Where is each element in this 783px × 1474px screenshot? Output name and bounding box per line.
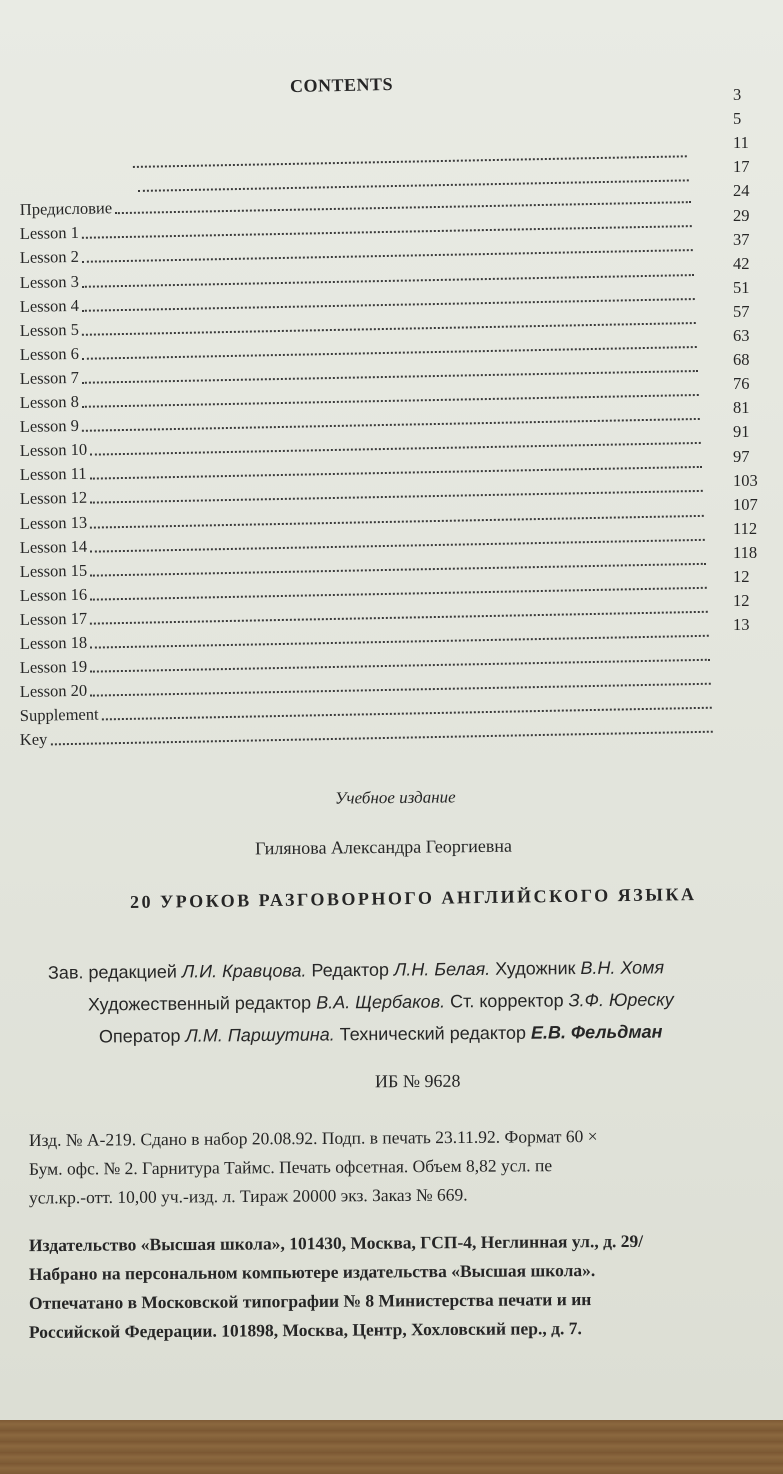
print-details-line: Бум. офс. № 2. Гарнитура Таймс. Печать офсетная. Объем 8,82 усл. пе [28,1155,553,1179]
toc-entry-page: 103 [733,470,758,490]
toc-entry-label: Lesson 4 [19,295,80,316]
publisher-line: Набрано на персональном компьютере издательства «Высшая школа». [28,1260,596,1284]
toc-entry-page: 81 [733,398,750,418]
credit-person: Л.М. Паршутина. [185,1024,335,1046]
credit-role: Оператор [98,1025,186,1047]
toc-entry-label: Lesson 18 [19,632,88,654]
toc-entry-label: Lesson 7 [19,367,80,388]
credit-role: Технический редактор [334,1022,532,1045]
toc-entry-label: Key [19,729,48,750]
table-surface [0,1420,783,1474]
toc-entry-label: Supplement [19,704,99,726]
publisher-line: Российской Федерации. 101898, Москва, Центр, Хохловский пер., д. 7. [28,1318,582,1342]
toc-entry-page: 63 [733,326,750,345]
toc-entry-page: 107 [733,494,758,514]
toc-entry-label: Lesson 2 [19,247,80,268]
toc-leader-dots [50,730,712,746]
toc-entry-page: 57 [733,301,750,321]
toc-entry-page: 37 [733,229,750,249]
toc-entry-label: Lesson 1 [19,223,80,244]
credit-person: В.Н. Хомя [580,957,665,979]
author-name: Гилянова Александра Георгиевна [254,835,512,859]
toc-entry-label: Lesson 3 [19,271,80,292]
credit-person: Е.В. Фельдман [530,1021,663,1043]
credit-person: Л.Н. Белая. [393,958,491,980]
credit-person: В.А. Щербаков. [316,991,446,1013]
credit-role: Зав. редакцией [47,961,182,983]
credit-role: Художник [490,958,581,979]
toc-entry-page: 97 [733,446,750,466]
toc-entry-page: 91 [733,422,750,442]
toc-entry-page: 5 [733,109,742,129]
credit-role: Художественный редактор [87,992,317,1015]
credits-line-1 [48,957,664,983]
toc-entry-page: 17 [733,157,750,177]
toc-entry-label: Lesson 6 [19,343,80,364]
toc-entry-page: 12 [733,591,750,611]
print-details-line: Изд. № А-219. Сдано в набор 20.08.92. Подп. в печать 23.11.92. Формат 60 × [28,1126,598,1150]
toc-entry-label: Lesson 12 [19,488,88,509]
toc-entry-label: Lesson 9 [19,415,80,437]
toc-entry-label: Lesson 13 [19,512,88,533]
book-title: 20 УРОКОВ РАЗГОВОРНОГО АНГЛИЙСКОГО ЯЗЫКА [129,884,697,912]
toc-entry-page: 12 [733,567,750,586]
toc-entry-page: 112 [733,518,758,538]
toc-entry-page: 11 [733,133,749,153]
ib-number: ИБ № 9628 [374,1070,461,1092]
publisher-line: Издательство «Высшая школа», 101430, Москва, ГСП-4, Неглинная ул., д. 29/ [28,1230,644,1256]
toc-entry-page: 29 [733,205,750,225]
toc-entry-label: Lesson 15 [19,560,88,581]
toc-entry-label: Lesson 10 [19,439,88,461]
print-details-line: усл.кр.-отт. 10,00 уч.-изд. л. Тираж 20000 экз. Заказ № 669. [28,1184,468,1208]
toc-entry-label: Lesson 17 [19,608,88,629]
toc-entry-page: 42 [733,253,750,273]
toc-entry-label: Lesson 16 [19,584,88,605]
toc-entry-page: 51 [733,277,750,297]
edition-type: Учебное издание [334,787,456,808]
toc-entry-page: 68 [733,350,750,370]
contents-heading: CONTENTS [289,73,394,97]
credit-role: Редактор [306,959,395,981]
credit-role: Ст. корректор [444,990,569,1012]
toc-entry-label: Lesson 11 [19,464,87,485]
toc-entry-label: Предисловие [19,198,113,220]
publisher-line: Отпечатано в Московской типографии № 8 Министерства печати и ин [28,1289,592,1313]
toc-entry-label: Lesson 8 [19,391,80,413]
credit-person: З.Ф. Юреску [568,989,674,1011]
credits-line-2 [88,989,674,1015]
toc-entry-page: 3 [733,85,742,104]
toc-entry-page: 13 [733,615,750,635]
credits-line-3 [99,1022,663,1048]
toc-entry-label: Lesson 14 [19,536,88,557]
toc-entry-label: Lesson 20 [19,680,88,702]
toc-entry-label: Lesson 5 [19,319,80,340]
toc-entry-page: 118 [733,542,758,562]
toc-entry-page: 76 [733,374,750,394]
toc-entry-page: 24 [733,181,750,201]
credit-person: Л.И. Кравцова. [181,960,307,982]
toc-entry-label: Lesson 19 [19,656,88,678]
